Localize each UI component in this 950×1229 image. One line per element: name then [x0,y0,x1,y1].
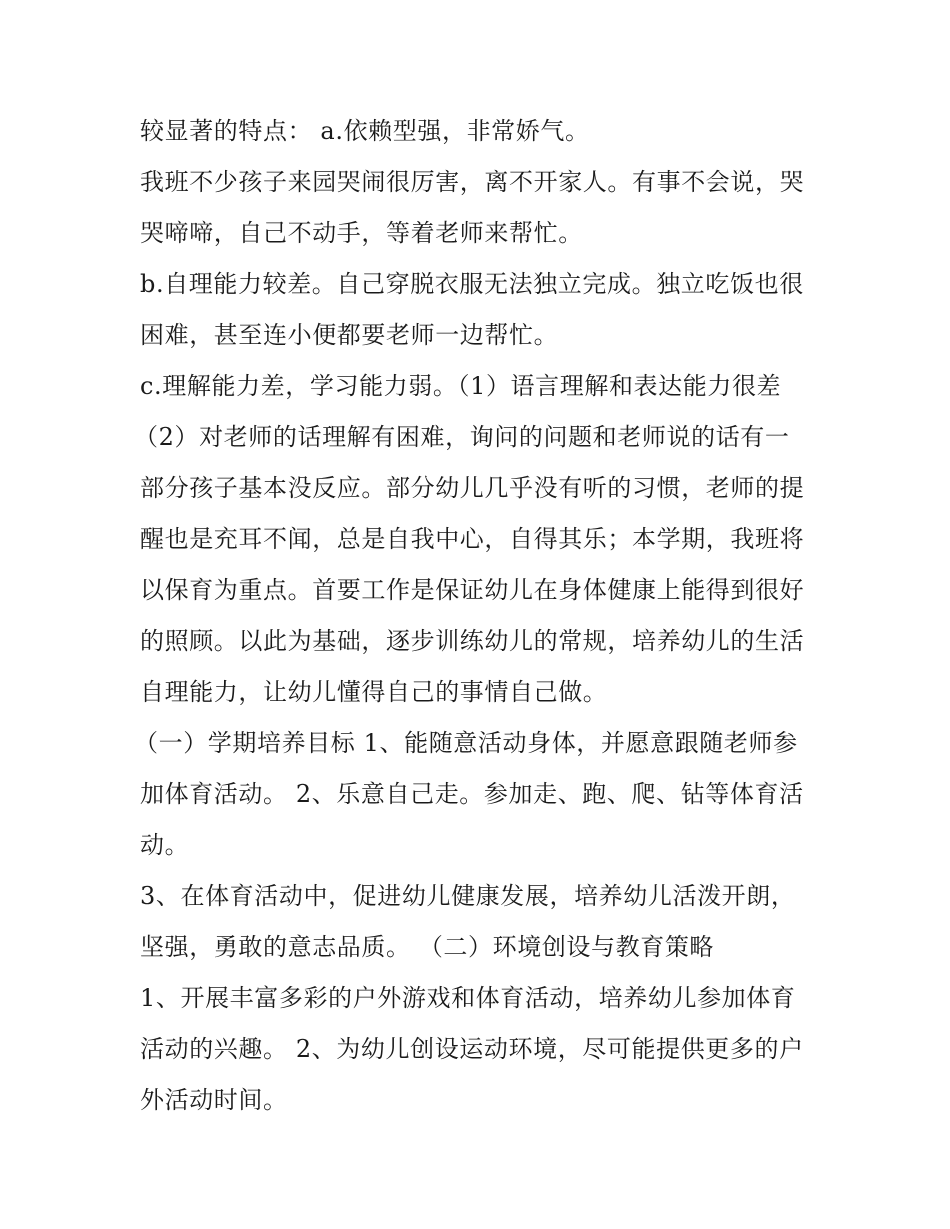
text-line: 以保育为重点。首要工作是保证幼儿在身体健康上能得到很好 [140,576,805,604]
text-line: （2）对老师的话理解有困难，询问的问题和老师说的话有一 [134,423,790,451]
text-line: b.自理能力较差。自己穿脱衣服无法独立完成。独立吃饭也很 [140,270,804,298]
text-line: 的照顾。以此为基础，逐步训练幼儿的常规，培养幼儿的生活 [140,627,805,655]
text-line: 3、在体育活动中，促进幼儿健康发展，培养幼儿活泼开朗， [140,882,796,910]
text-line: 较显著的特点： a.依赖型强，非常娇气。 [140,117,590,145]
text-line: 动。 [140,831,190,859]
text-line: 部分孩子基本没反应。部分幼儿几乎没有听的习惯，老师的提 [140,474,805,502]
text-line: 坚强，勇敢的意志品质。 （二）环境创设与教育策略 [140,933,715,961]
section-heading-line: （一）学期培养目标 1、能随意活动身体，并愿意跟随老师参 [134,729,798,757]
text-line: 自理能力，让幼儿懂得自己的事情自己做。 [140,678,608,706]
text-line: 外活动时间。 [140,1086,288,1114]
text-line: 加体育活动。 2、乐意自己走。参加走、跑、爬、钻等体育活 [140,780,804,808]
text-line: c.理解能力差，学习能力弱。（1）语言理解和表达能力很差 [140,372,782,400]
text-line: 1、开展丰富多彩的户外游戏和体育活动，培养幼儿参加体育 [140,984,796,1012]
text-line: 活动的兴趣。 2、为幼儿创设运动环境，尽可能提供更多的户 [140,1035,804,1063]
text-line: 哭啼啼，自己不动手，等着老师来帮忙。 [140,219,583,247]
text-line: 困难，甚至连小便都要老师一边帮忙。 [140,321,559,349]
text-line: 醒也是充耳不闻，总是自我中心，自得其乐；本学期，我班将 [140,525,805,553]
text-line: 我班不少孩子来园哭闹很厉害，离不开家人。有事不会说，哭 [140,168,805,196]
document-body [134,106,820,1126]
